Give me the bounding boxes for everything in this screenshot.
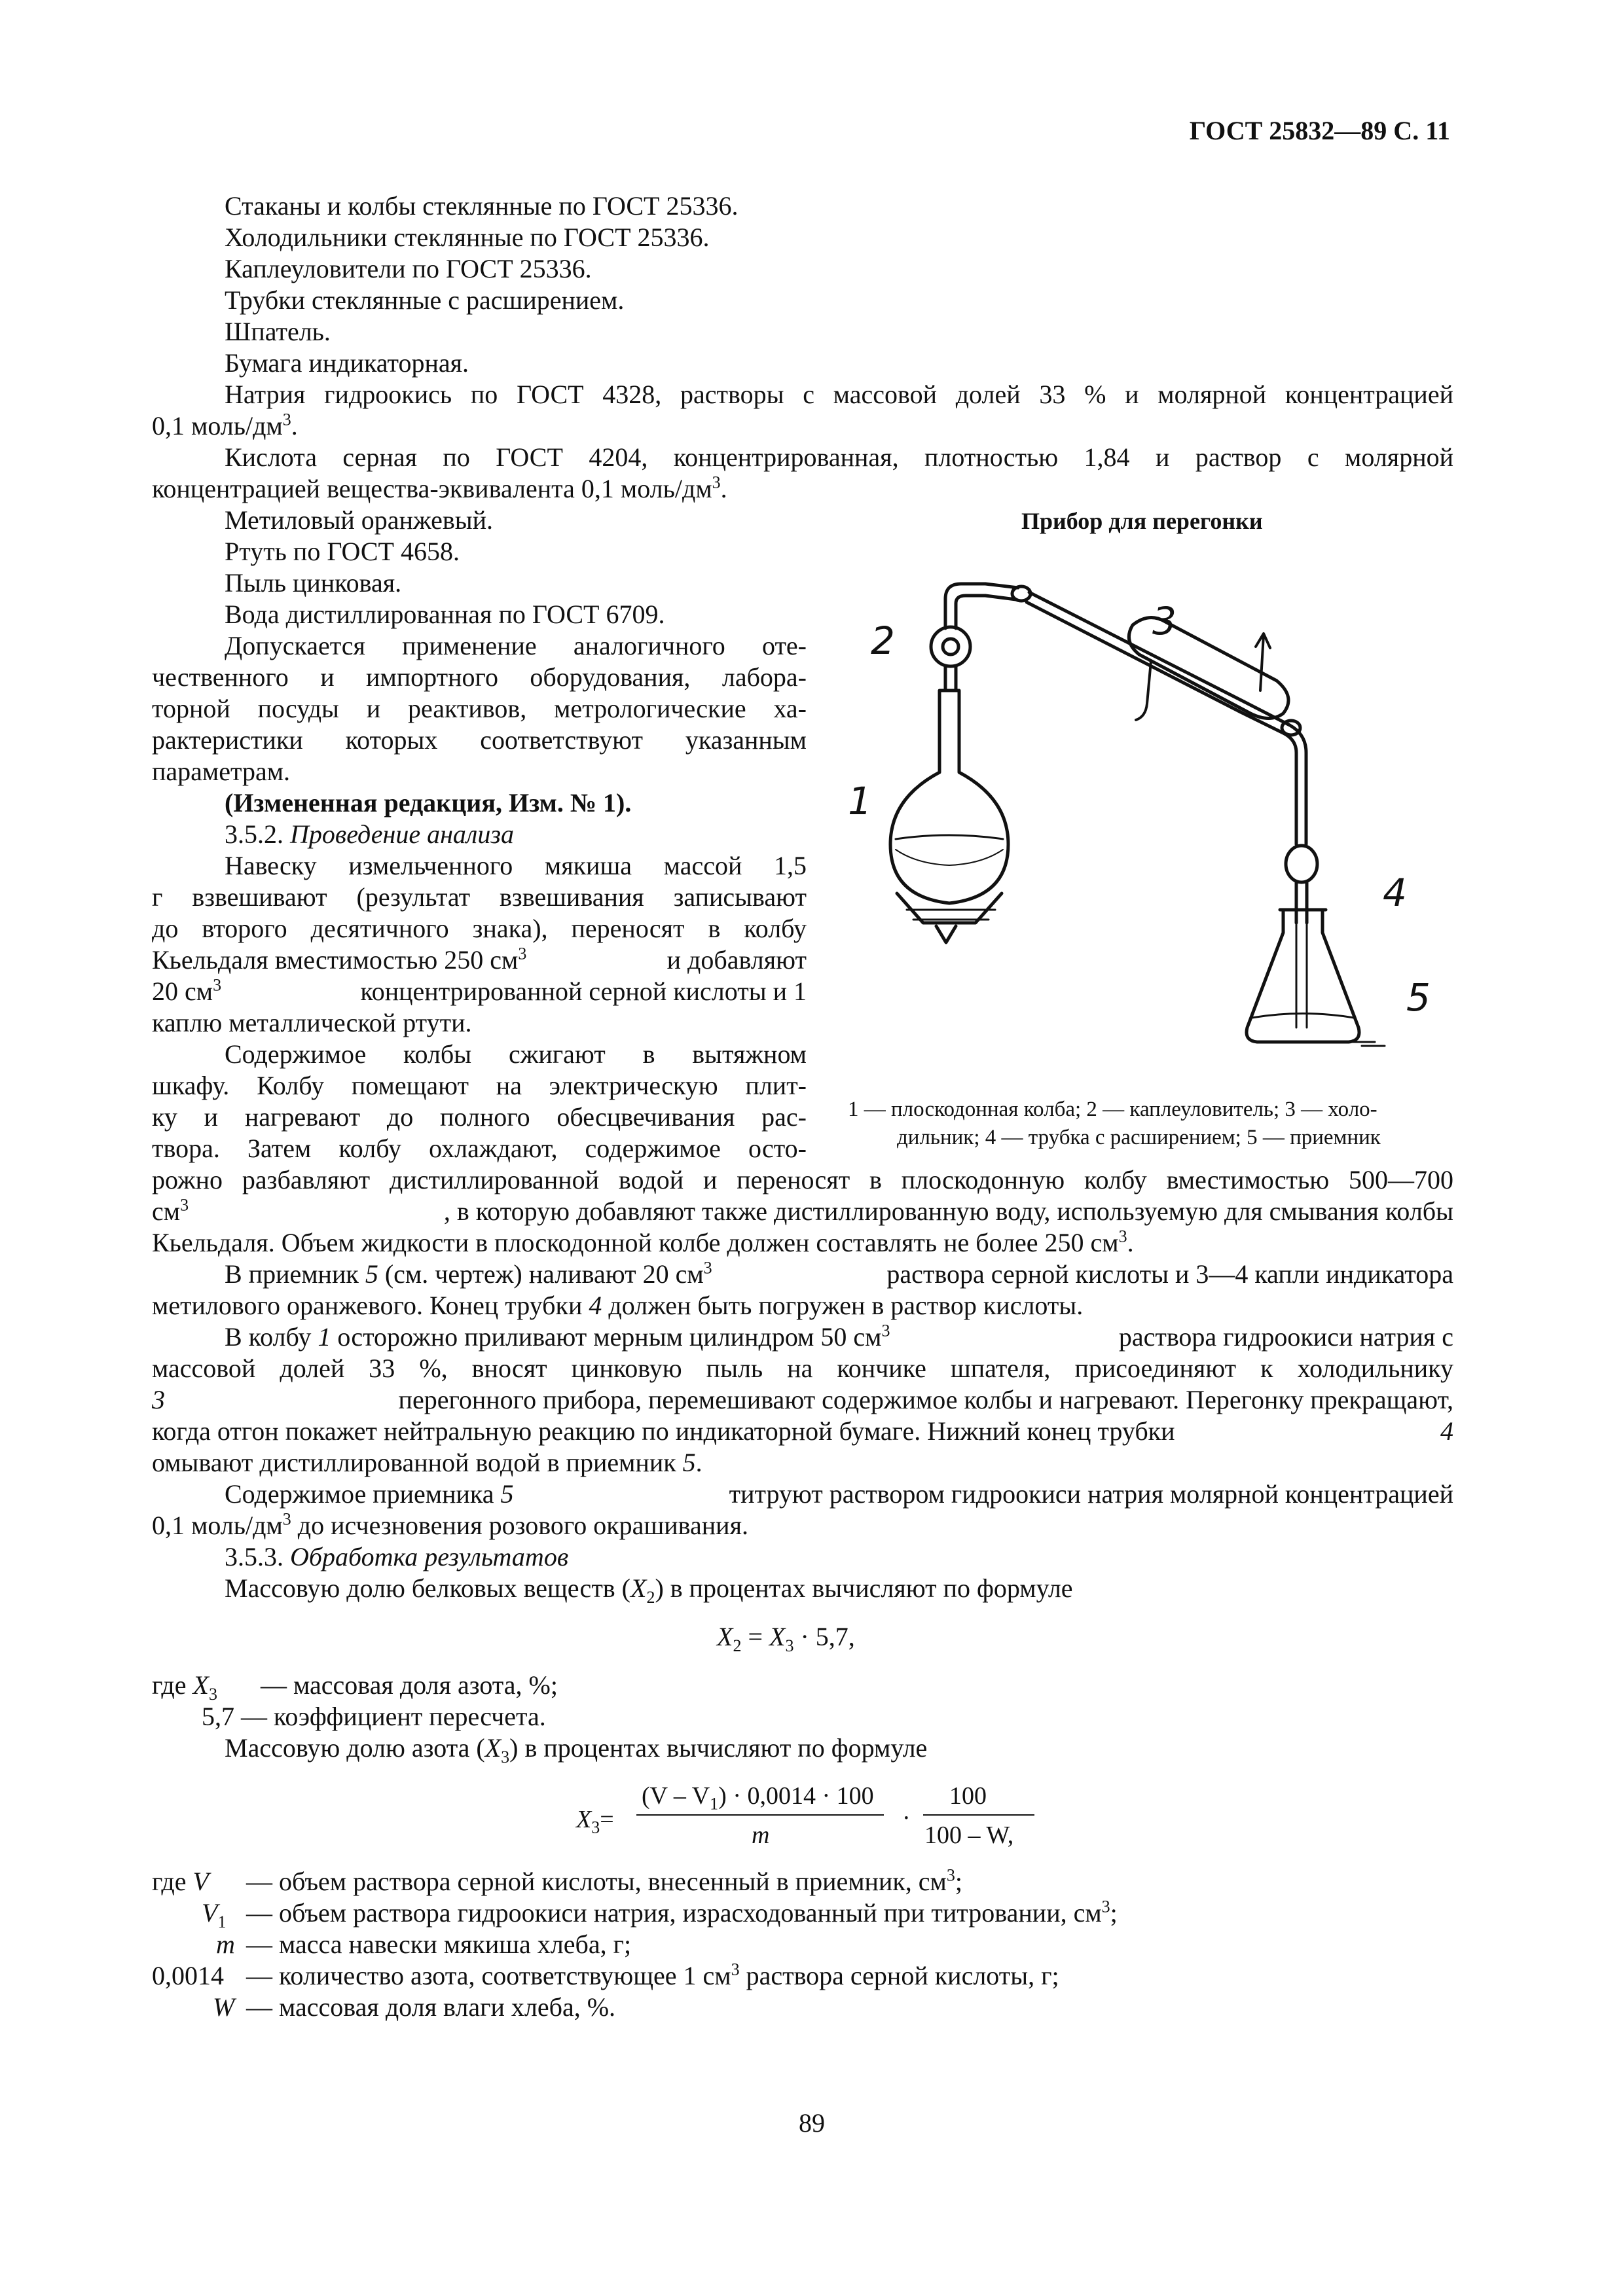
text-line: 20 $см^3$ концентрированной серной кислоты и 1 — [152, 975, 807, 1006]
formula-denominator: 100 – W, — [924, 1821, 1014, 1849]
text-line: Шпатель. — [225, 317, 331, 346]
figure-caption: дильник; 4 — трубка с расширением; 5 — приемник — [897, 1126, 1381, 1149]
text-line: рожно разбавляют дистиллированной водой и переносят в плоскодонную колбу вместимостью 500—700 — [152, 1165, 1453, 1194]
text-line: метилового оранжевого. Конец трубки 4 должен быть погружен в раствор кислоты. — [152, 1291, 1084, 1320]
formula-numerator: $(V - V_1) \cdot 0,0014 \cdot 100$ — [642, 1782, 874, 1814]
text-line: до второго десятичного знака), переносят в колбу — [152, 914, 807, 943]
text-line: торной посуды и реактивов, метрологические ха- — [152, 694, 807, 723]
text-line: г взвешивают (результат взвешивания записывают — [152, 882, 807, 912]
text-line: 3 перегонного прибора, перемешивают содержимое колбы и нагревают. Перегонку прекращают, — [152, 1385, 1453, 1414]
fraction-bar — [923, 1814, 1034, 1816]
text-line: рактеристики которых соответствуют указанным — [152, 725, 807, 755]
definition: — массовая доля азота, %; — [261, 1670, 558, 1700]
text-line: $см^3$ , в которую добавляют также дистиллированную воду, используемую для смывания колбы — [152, 1195, 1453, 1226]
text-line: когда отгон покажет нейтральную реакцию по индикаторной бумаге. Нижний конец трубки 4 — [152, 1416, 1453, 1446]
figure-label: 2 — [871, 619, 895, 663]
formula-numerator: 100 — [949, 1782, 987, 1810]
fraction-bar — [636, 1814, 884, 1816]
definition: — масса навески мякиша хлеба, г; — [246, 1929, 632, 1959]
text-line: Кьельдаля вместимостью 250 $см^3$ и добавляют — [152, 944, 807, 975]
text-line: 0,1 моль/$дм^3$. — [152, 410, 298, 440]
symbol: m — [216, 1929, 235, 1959]
text-line: 0,1 моль/$дм^3$ до исчезновения розового окрашивания. — [152, 1509, 748, 1540]
text-line: Содержимое колбы сжигают в вытяжном — [225, 1039, 807, 1069]
where-line: где V — [152, 1867, 209, 1896]
text-line: Кьельдаля. Объем жидкости в плоскодонной колбе должен составлять не более 250 $см^3$. — [152, 1227, 1134, 1257]
text-line: Натрия гидроокись по ГОСТ 4328, растворы с массовой долей 33 % и молярной концентрацией — [225, 380, 1453, 409]
formula-protein: $X_2 = X_3 \cdot 5,7$, — [717, 1622, 855, 1655]
formula-dot: · — [902, 1804, 911, 1832]
text-line: омывают дистиллированной водой в приемник 5. — [152, 1448, 702, 1477]
running-header: ГОСТ 25832—89 С. 11 — [1189, 116, 1450, 145]
definition: — массовая доля влаги хлеба, %. — [246, 1992, 616, 2022]
figure-caption: 1 — плоскодонная колба; 2 — каплеуловитель; 3 — холо- — [848, 1098, 1377, 1121]
page-number: 89 — [799, 2108, 825, 2138]
text-line: массовой долей 33 %, вносят цинковую пыль на кончике шпателя, присоединяют к холодильнику — [152, 1354, 1453, 1383]
section-heading: 3.5.3. Обработка результатов — [225, 1542, 569, 1571]
text-line: Стаканы и колбы стеклянные по ГОСТ 25336. — [225, 191, 739, 221]
text-line: Навеску измельченного мякиша массой 1,5 — [225, 851, 807, 880]
definition: — количество азота, соответствующее 1 $см^3$ раствора серной кислоты, г; — [246, 1960, 1059, 1990]
figure-label: 4 — [1383, 870, 1407, 915]
symbol: $V_1$ — [202, 1898, 227, 1931]
symbol: W — [213, 1992, 235, 2022]
text-line: Бумага индикаторная. — [225, 348, 469, 378]
symbol: 0,0014 — [152, 1961, 224, 1990]
text-line: Массовую долю белковых веществ $(X_2)$ в процентах вычисляют по формуле — [225, 1573, 1073, 1607]
text-line: Трубки стеклянные с расширением. — [225, 285, 625, 315]
text-line: Допускается применение аналогичного оте- — [225, 631, 807, 660]
figure-label: 3 — [1152, 599, 1176, 643]
text-line: твора. Затем колбу охлаждают, содержимое осто- — [152, 1134, 807, 1163]
definition: 5,7 — коэффициент пересчета. — [202, 1702, 546, 1731]
text-line: Вода дистиллированная по ГОСТ 6709. — [225, 600, 665, 629]
distillation-apparatus-figure — [848, 556, 1506, 1080]
text-line: Метиловый оранжевый. — [225, 505, 493, 535]
text-line: Холодильники стеклянные по ГОСТ 25336. — [225, 223, 710, 252]
where-line: где $X_3$ — [152, 1670, 217, 1704]
text-line: Массовую долю азота $(X_3)$ в процентах вычисляют по формуле — [225, 1733, 928, 1767]
amendment-note: (Измененная редакция, Изм. № 1). — [225, 788, 632, 817]
text-line: шкафу. Колбу помещают на электрическую плит- — [152, 1071, 807, 1100]
text-line: Каплеуловители по ГОСТ 25336. — [225, 254, 592, 283]
text-line: параметрам. — [152, 757, 291, 786]
definition: — объем раствора гидроокиси натрия, израсходованный при титровании, $см^3$; — [246, 1897, 1118, 1928]
text-line: Кислота серная по ГОСТ 4204, концентрированная, плотностью 1,84 и раствор с молярной — [225, 442, 1453, 472]
text-line: концентрацией вещества-эквивалента 0,1 моль/$дм^3$. — [152, 473, 727, 503]
text-line: В приемник 5 (см. чертеж) наливают 20 $см^3$ раствора серной кислоты и 3—4 капли индикатора — [225, 1258, 1453, 1289]
figure-label: 5 — [1406, 975, 1431, 1020]
section-heading: 3.5.2. Проведение анализа — [225, 819, 514, 849]
figure-title: Прибор для перегонки — [1021, 508, 1263, 534]
text-line: ку и нагревают до полного обесцвечивания рас- — [152, 1102, 807, 1132]
formula-lhs: $X_3=$ — [576, 1806, 614, 1837]
formula-denominator: m — [752, 1821, 770, 1849]
text-line: В колбу 1 осторожно приливают мерным цилиндром 50 $см^3$ раствора гидроокиси натрия с — [225, 1321, 1453, 1352]
text-line: Пыль цинковая. — [225, 568, 402, 598]
text-line: чественного и импортного оборудования, лабора- — [152, 662, 807, 692]
text-line: Содержимое приемника 5 титруют раствором гидроокиси натрия молярной концентрацией — [225, 1479, 1453, 1509]
figure-label: 1 — [848, 779, 872, 823]
text-line: каплю металлической ртути. — [152, 1008, 472, 1037]
definition: — объем раствора серной кислоты, внесенный в приемник, $см^3$; — [246, 1865, 962, 1896]
text-line: Ртуть по ГОСТ 4658. — [225, 537, 460, 566]
